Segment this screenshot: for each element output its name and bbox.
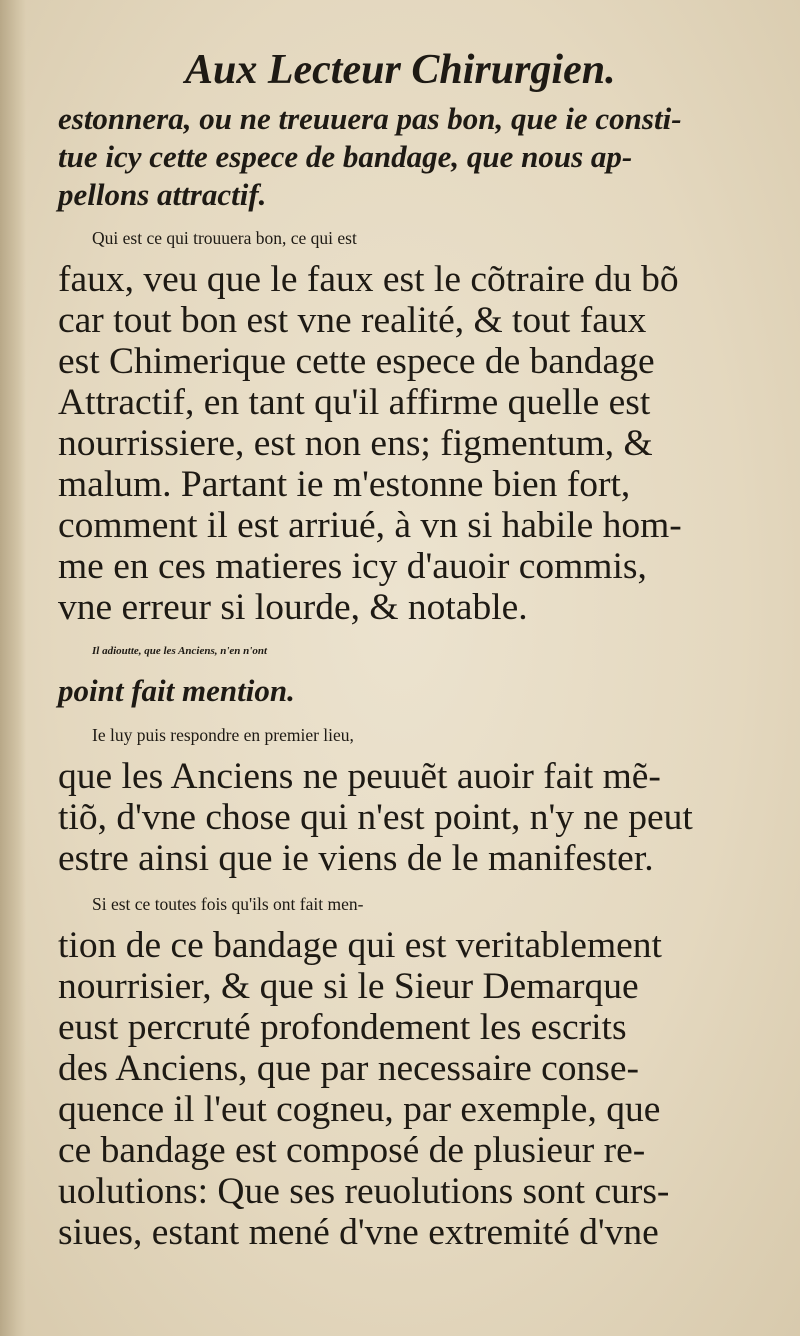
roman-text-line: malum. Partant ie m'estonne bien fort,	[58, 464, 631, 505]
page-spine-shadow	[0, 0, 26, 1336]
roman-text-line: eust percruté profondement les escrits	[58, 1007, 627, 1048]
roman-text-line: Si est ce toutes fois qu'ils ont fait men-	[92, 894, 364, 914]
italic-text-line: pellons attractif.	[58, 177, 267, 212]
italic-text-line: tue icy cette espece de bandage, que nous ap-	[58, 139, 633, 174]
roman-text-line: vne erreur si lourde, & notable.	[58, 587, 528, 628]
roman-text-line: que les Anciens ne peuuẽt auoir fait mẽ-	[58, 756, 661, 797]
roman-text-line: nourrissiere, est non ens; figmentum, &	[58, 423, 653, 464]
roman-text-line: uolutions: Que ses reuolutions sont curs-	[58, 1171, 670, 1212]
roman-text-line: tion de ce bandage qui est veritablement	[58, 925, 662, 966]
roman-text-line: Ie luy puis respondre en premier lieu,	[92, 725, 354, 745]
running-header: Aux Lecteur Chirurgien.	[185, 47, 616, 93]
roman-text-line: ce bandage est composé de plusieur re-	[58, 1130, 646, 1171]
italic-text-line: Il adioutte, que les Anciens, n'en n'ont	[92, 645, 268, 657]
roman-text-line: Attractif, en tant qu'il affirme quelle est	[58, 382, 651, 423]
roman-text-line: car tout bon est vne realité, & tout faux	[58, 300, 647, 341]
roman-text-line: estre ainsi que ie viens de le manifester.	[58, 838, 654, 879]
roman-text-line: quence il l'eut cogneu, par exemple, que	[58, 1089, 661, 1130]
roman-text-line: nourrisier, & que si le Sieur Demarque	[58, 966, 639, 1007]
roman-text-line: tiõ, d'vne chose qui n'est point, n'y ne peut	[58, 797, 693, 838]
roman-text-line: des Anciens, que par necessaire conse-	[58, 1048, 640, 1089]
roman-text-line: est Chimerique cette espece de bandage	[58, 341, 655, 382]
italic-text-line: point fait mention.	[58, 673, 295, 708]
roman-text-line: faux, veu que le faux est le cõtraire du bõ	[58, 259, 679, 300]
roman-text-line: comment il est arriué, à vn si habile hom-	[58, 505, 682, 546]
roman-text-line: Qui est ce qui trouuera bon, ce qui est	[92, 228, 357, 248]
roman-text-line: siues, estant mené d'vne extremité d'vne	[58, 1212, 659, 1253]
roman-text-line: me en ces matieres icy d'auoir commis,	[58, 546, 647, 587]
italic-text-line: estonnera, ou ne treuuera pas bon, que ie consti-	[58, 101, 682, 136]
